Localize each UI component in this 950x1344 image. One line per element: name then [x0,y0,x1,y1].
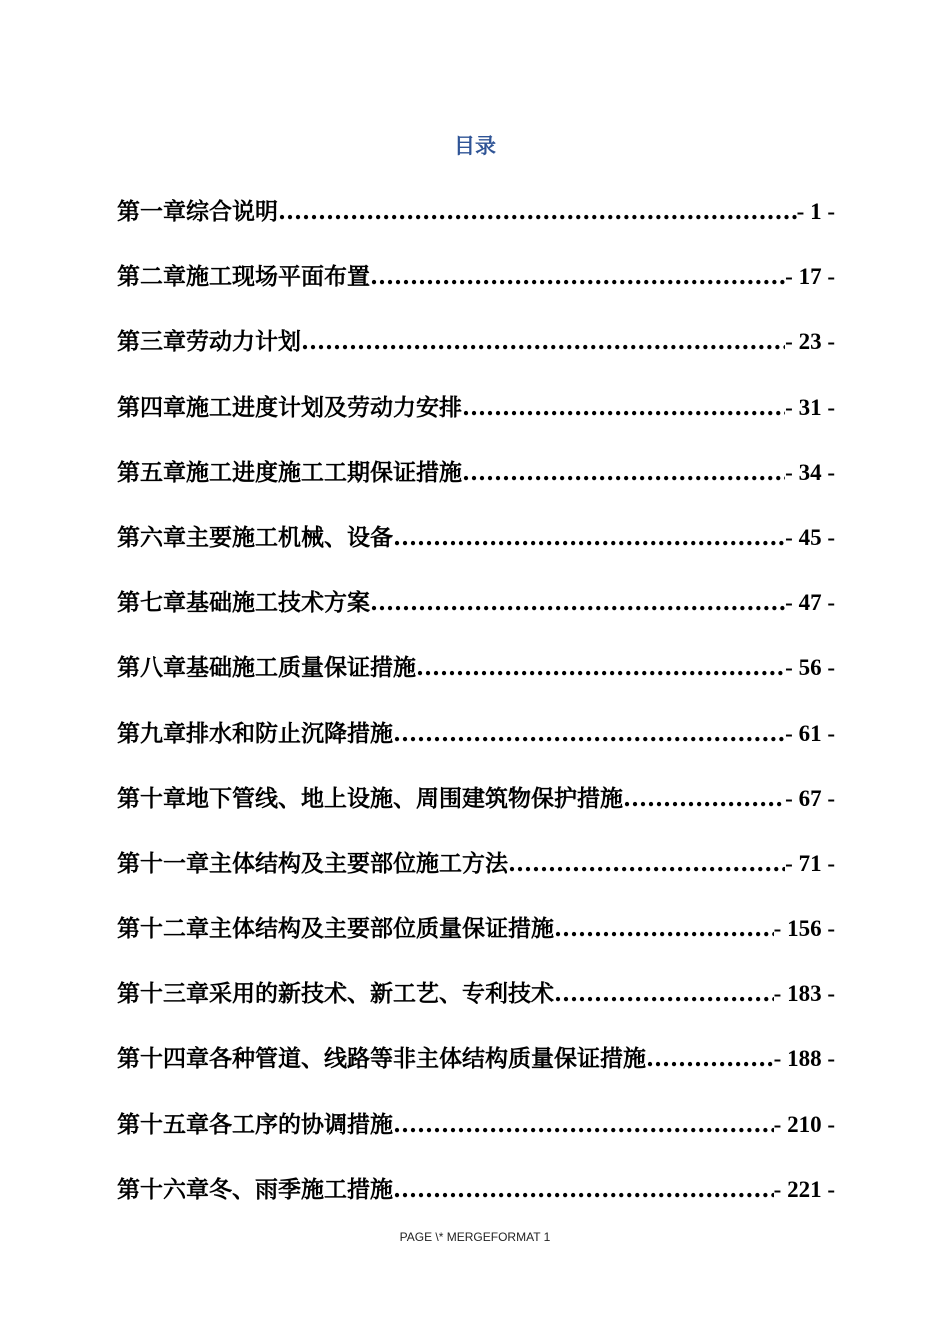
toc-entry[interactable] [117,1171,835,1236]
toc-entry-label: 第十章地下管线、地上设施、周围建筑物保护措施 [117,784,623,812]
toc-entry-page: - 23 - [785,329,835,355]
toc-entry-label: 第二章施工现场平面布置 [117,263,370,291]
toc-entry[interactable] [117,910,835,975]
toc-entry[interactable] [117,258,835,323]
toc-entry-label: 第一章综合说明 [117,198,278,225]
toc-leader-dots [554,980,774,1007]
toc-leader-dots [301,328,785,355]
toc-entry[interactable] [117,519,835,584]
toc-leader-dots [554,915,774,942]
toc-entry-page: - 45 - [785,524,835,550]
toc-entry-label: 第六章主要施工机械、设备 [117,523,393,551]
toc-leader-dots [370,589,785,616]
toc-leader-dots [393,720,785,747]
toc-entry[interactable] [117,780,835,845]
toc-entry[interactable] [117,975,835,1040]
toc-entry-label: 第十六章冬、雨季施工措施 [117,1175,393,1203]
toc-entry-page: - 67 - [785,785,835,811]
toc-entry-page: - 71 - [785,850,835,876]
toc-leader-dots [393,1111,774,1138]
toc-entry-page: - 210 - [773,1111,835,1137]
toc-entry[interactable] [117,389,835,454]
toc-entry-page: - 61 - [785,720,835,746]
toc-entry-label: 第五章施工进度施工工期保证措施 [117,458,462,486]
toc-entry-page: - 221 - [773,1176,835,1202]
toc-entry-page: - 56 - [785,655,835,681]
toc-entry-label: 第三章劳动力计划 [117,328,301,356]
toc-entry-page: - 183 - [773,981,835,1007]
toc-entry-label: 第十三章采用的新技术、新工艺、专利技术 [117,980,554,1008]
toc-title: 目录 [454,134,496,158]
toc-leader-dots [393,1176,774,1203]
toc-entry[interactable] [117,845,835,910]
toc-entry-label: 第十五章各工序的协调措施 [117,1110,393,1138]
toc-entry-label: 第八章基础施工质量保证措施 [117,654,416,682]
toc-entry[interactable] [117,323,835,388]
toc-entry[interactable] [117,1106,835,1171]
toc-entry-label: 第十一章主体结构及主要部位施工方法 [117,849,508,877]
toc-leader-dots [623,785,785,812]
toc-entry-label: 第四章施工进度计划及劳动力安排 [117,393,462,421]
toc-entry[interactable] [117,649,835,714]
toc-leader-dots [278,198,797,225]
toc-entry-page: - 47 - [785,590,835,616]
toc-entry-label: 第十二章主体结构及主要部位质量保证措施 [117,915,554,943]
toc-entry-label: 第九章排水和防止沉降措施 [117,719,393,747]
toc-entry-label: 第十四章各种管道、线路等非主体结构质量保证措施 [117,1045,646,1073]
toc-leader-dots [462,459,785,486]
toc-entry[interactable] [117,193,835,258]
toc-leader-dots [393,524,785,551]
toc-leader-dots [646,1045,774,1072]
toc-entry-page: - 31 - [785,394,835,420]
toc-leader-dots [508,850,785,877]
toc-entry[interactable] [117,1040,835,1105]
toc-leader-dots [462,394,785,421]
toc-entry[interactable] [117,454,835,519]
toc-entry-page: - 156 - [773,916,835,942]
toc-leader-dots [416,654,785,681]
toc-entry-page: - 34 - [785,459,835,485]
toc-entry[interactable] [117,715,835,780]
toc-entry-label: 第七章基础施工技术方案 [117,589,370,617]
toc-leader-dots [370,263,785,290]
toc-entry-page: - 1 - [796,199,835,224]
toc-entry-page: - 188 - [773,1046,835,1072]
toc-list [117,193,835,1236]
toc-entry[interactable] [117,584,835,649]
page-footer-field: PAGE \* MERGEFORMAT 1 [399,1230,551,1244]
toc-entry-page: - 17 - [785,264,835,290]
